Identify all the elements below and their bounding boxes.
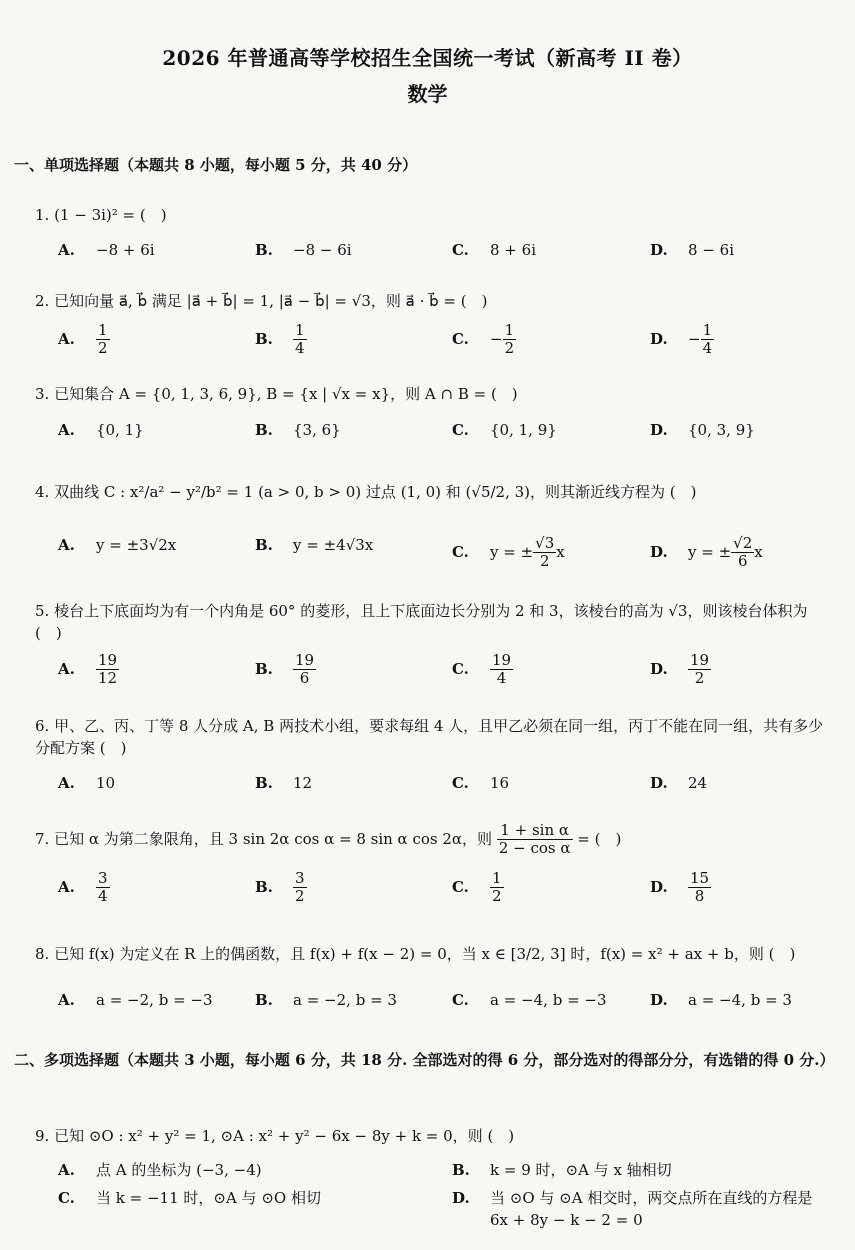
option-b[interactable]: B. a = −2, b = 3 [255,991,397,1009]
option-b[interactable]: B. {3, 6} [255,421,341,439]
option-a[interactable]: A. $\frac{3}{4}$ [58,869,108,906]
option-a[interactable]: A. a = −2, b = −3 [58,991,213,1009]
section-heading-single-choice: 一、单项选择题（本题共 8 小题，每小题 5 分，共 40 分） [14,156,418,174]
question-2-options [0,322,855,382]
question-9-options [0,1160,855,1240]
option-b[interactable]: B. −8 − 6i [255,241,352,259]
page-title: 2026 年普通高等学校招生全国统一考试（新高考 II 卷） [162,46,693,70]
option-b[interactable]: B. y = ±4√3x [255,536,374,554]
fraction: $\frac{√3}{2}$ [535,534,555,571]
option-a[interactable]: A. y = ±3√2x [58,536,177,554]
fraction: $\frac{19}{2}$ [690,651,710,688]
fraction: $\frac{1}{2}$ [492,869,502,906]
question-7-stem: 7. 已知 α 为第二象限角，且 3 sin 2α cos α = 8 sin α cos 2α，则 $\frac{\text{1 + sin α}}{\text{2 − cos α}}$ = ( ) [35,821,622,858]
option-d[interactable]: D. − $\frac{1}{4}$ [650,321,713,358]
option-c[interactable]: C. {0, 1, 9} [452,421,557,439]
option-b[interactable]: B. $\frac{3}{2}$ [255,869,305,906]
fraction: $\frac{1}{2}$ [98,321,108,358]
option-d[interactable]: D. 8 − 6i [650,241,734,259]
section-heading-multiple-choice: 二、多项选择题（本题共 3 小题，每小题 6 分，共 18 分. 全部选对的得 6 分，部分选对的得部分分，有选错的得 0 分.） [14,1051,835,1069]
option-c[interactable]: C. − $\frac{1}{2}$ [452,321,515,358]
option-a[interactable]: A. −8 + 6i [58,241,155,259]
option-c[interactable]: C. 8 + 6i [452,241,536,259]
fraction: $\frac{1}{2}$ [504,321,515,358]
option-a[interactable]: A. $\frac{19}{12}$ [58,651,118,688]
fraction: $\frac{19}{12}$ [98,651,118,688]
option-d[interactable]: D. $\frac{19}{2}$ [650,651,710,688]
option-b[interactable]: B. $\frac{19}{6}$ [255,651,315,688]
question-7-options [0,870,855,930]
option-c[interactable]: C. y = ± $\frac{√3}{2}$ x [452,534,565,571]
option-d[interactable]: D. a = −4, b = 3 [650,991,792,1009]
option-c[interactable]: C. 当 k = −11 时，⊙A 与 ⊙O 相切 [58,1189,321,1207]
option-a[interactable]: A. 10 [58,774,116,792]
option-d[interactable]: D. 当 ⊙O 与 ⊙A 相交时，两交点所在直线的方程是 6x + 8y − k − 2 = 0 [452,1189,813,1229]
question-3-options [0,420,855,480]
option-d[interactable]: D. 24 [650,774,708,792]
option-a[interactable]: A. $\frac{1}{2}$ [58,321,108,358]
option-c[interactable]: C. a = −4, b = −3 [452,991,607,1009]
question-4-stem: 4. 双曲线 C : x²/a² − y²/b² = 1 (a > 0, b > 0) 过点 (1, 0) 和 (√5/2, 3)，则其渐近线方程为 ( ) [35,483,697,501]
option-b[interactable]: B. 12 [255,774,313,792]
fraction: $\frac{19}{6}$ [295,651,315,688]
fraction: $\frac{19}{4}$ [492,651,512,688]
question-2-stem: 2. 已知向量 a⃗, b⃗ 满足 |a⃗ + b⃗| = 1, |a⃗ − b⃗| = √3，则 a⃗ · b⃗ = ( ) [35,292,488,310]
question-8-stem: 8. 已知 f(x) 为定义在 R 上的偶函数，且 f(x) + f(x − 2) = 0，当 x ∈ [3/2, 3] 时，f(x) = x² + ax + b，则 ( ) [35,945,796,963]
option-b[interactable]: B. $\frac{1}{4}$ [255,321,305,358]
fraction: $\frac{1}{4}$ [702,321,713,358]
fraction: $\frac{√2}{6}$ [733,534,753,571]
page-subtitle: 数学 [407,82,448,106]
question-5-options [0,652,855,712]
question-1-stem: 1. (1 − 3i)² = ( ) [35,206,167,224]
question-3-stem: 3. 已知集合 A = {0, 1, 3, 6, 9}, B = {x | √x = x}，则 A ∩ B = ( ) [35,385,518,403]
option-b[interactable]: B. k = 9 时，⊙A 与 x 轴相切 [452,1161,672,1179]
question-8-options [0,990,855,1050]
fraction: $\frac{15}{8}$ [690,869,710,906]
fraction: $\frac{3}{2}$ [295,869,305,906]
fraction: $\frac{\text{1 + sin α}}{\text{2 − cos α}}$ [498,821,571,858]
option-c[interactable]: C. $\frac{19}{4}$ [452,651,512,688]
question-9-stem: 9. 已知 ⊙O : x² + y² = 1, ⊙A : x² + y² − 6x − 8y + k = 0，则 ( ) [35,1127,515,1145]
option-c[interactable]: C. 16 [452,774,510,792]
question-5-stem: 5. 棱台上下底面均为有一个内角是 60° 的菱形，且上下底面边长分别为 2 和 3，该棱台的高为 √3，则该棱台体积为 ( ) [35,602,808,642]
option-d[interactable]: D. y = ± $\frac{√2}{6}$ x [650,534,763,571]
option-d[interactable]: D. $\frac{15}{8}$ [650,869,710,906]
option-a[interactable]: A. 点 A 的坐标为 (−3, −4) [58,1161,262,1179]
fraction: $\frac{3}{4}$ [98,869,108,906]
option-d[interactable]: D. {0, 3, 9} [650,421,755,439]
option-c[interactable]: C. $\frac{1}{2}$ [452,869,502,906]
question-6-stem: 6. 甲、乙、丙、丁等 8 人分成 A, B 两技术小组，要求每组 4 人，且甲乙必须在同一组，丙丁不能在同一组，共有多少分配方案 ( ) [35,717,824,757]
fraction: $\frac{1}{4}$ [295,321,305,358]
question-4-options [0,535,855,595]
option-a[interactable]: A. {0, 1} [58,421,144,439]
